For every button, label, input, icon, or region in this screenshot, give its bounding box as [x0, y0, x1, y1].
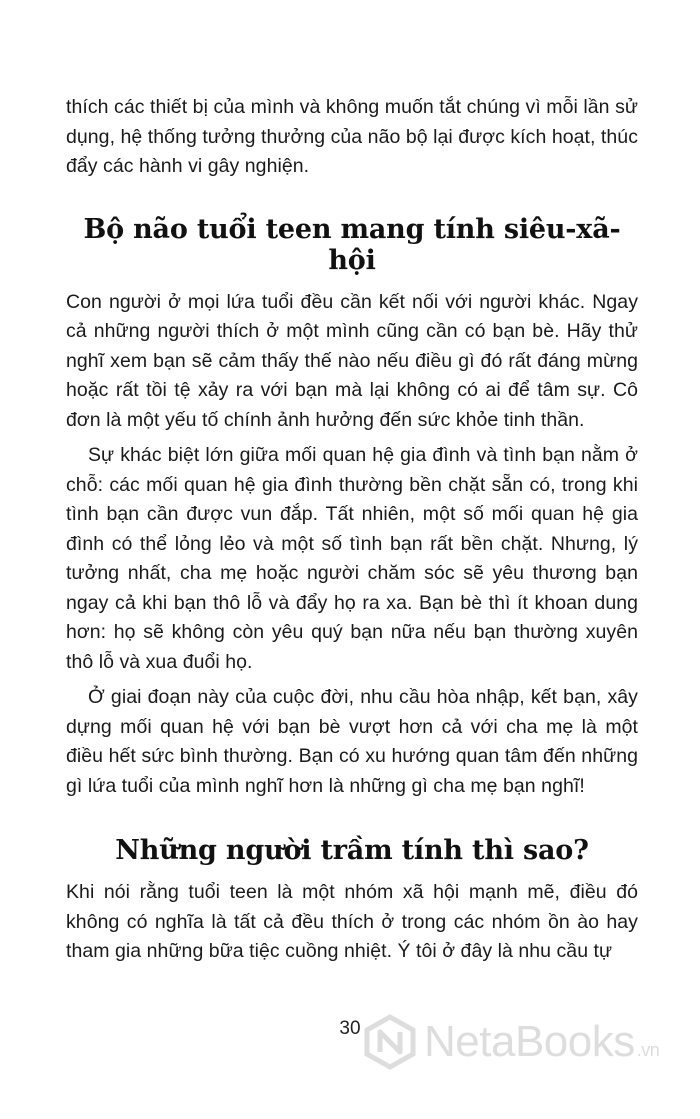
watermark-text: [424, 1017, 659, 1067]
watermark: [362, 1012, 659, 1072]
paragraph-2: Sự khác biệt lớn giữa mối quan hệ gia đình và tình bạn nằm ở chỗ: các mối quan hệ gia đình thường bền chặt sẵn có, trong khi tình bạn cần được vun đắp. Tất nhiên, một số mối quan hệ gia đình có thể lỏng lẻo và một số tình bạn rất bền chặt. Nhưng, lý tưởng nhất, cha mẹ hoặc người chăm sóc sẽ yêu thương bạn ngay cả khi bạn thô lỗ và đẩy họ ra xa. Bạn bè thì ít khoan dung hơn: họ sẽ không còn yêu quý bạn nữa nếu bạn thường xuyên thô lỗ và xua đuổi họ.: [66, 444, 638, 673]
paragraph-4: Khi nói rằng tuổi teen là một nhóm xã hội mạnh mẽ, điều đó không có nghĩa là tất cả đều thích ở trong các nhóm ồn ào hay tham gia những bữa tiệc cuồng nhiệt. Ý tôi ở đây là nhu cầu tự: [66, 881, 638, 962]
watermark-brand: NetaBooks: [424, 1017, 635, 1066]
paragraph-1: Con người ở mọi lứa tuổi đều cần kết nối với người khác. Ngay cả những người thích ở một mình cũng cần có bạn bè. Hãy thử nghĩ xem bạn sẽ cảm thấy thế nào nếu điều gì đó rất đáng mừng hoặc rất tồi tệ xảy ra với bạn mà lại không có ai để tâm sự. Cô đơn là một yếu tố chính ảnh hưởng đến sức khỏe tinh thần.: [66, 290, 638, 431]
watermark-suffix: .vn: [636, 1040, 660, 1060]
netabooks-logo-icon: [362, 1014, 418, 1070]
page-number: 30: [339, 1018, 361, 1039]
section-heading-1: Bộ não tuổi teen mang tính siêu-xã-hội: [83, 213, 621, 276]
section-heading-2: Những người trầm tính thì sao?: [115, 835, 589, 866]
page-body: [66, 93, 638, 967]
paragraph-3: Ở giai đoạn này của cuộc đời, nhu cầu hòa nhập, kết bạn, xây dựng mối quan hệ với bạn bè vượt hơn cả với cha mẹ là một điều hết sức bình thường. Bạn có xu hướng quan tâm đến những gì lứa tuổi của mình nghĩ hơn là những gì cha mẹ bạn nghĩ!: [66, 686, 638, 797]
paragraph-intro: thích các thiết bị của mình và không muốn tắt chúng vì mỗi lần sử dụng, hệ thống tưởng thưởng của não bộ lại được kích hoạt, thúc đẩy các hành vi gây nghiện.: [66, 96, 638, 177]
